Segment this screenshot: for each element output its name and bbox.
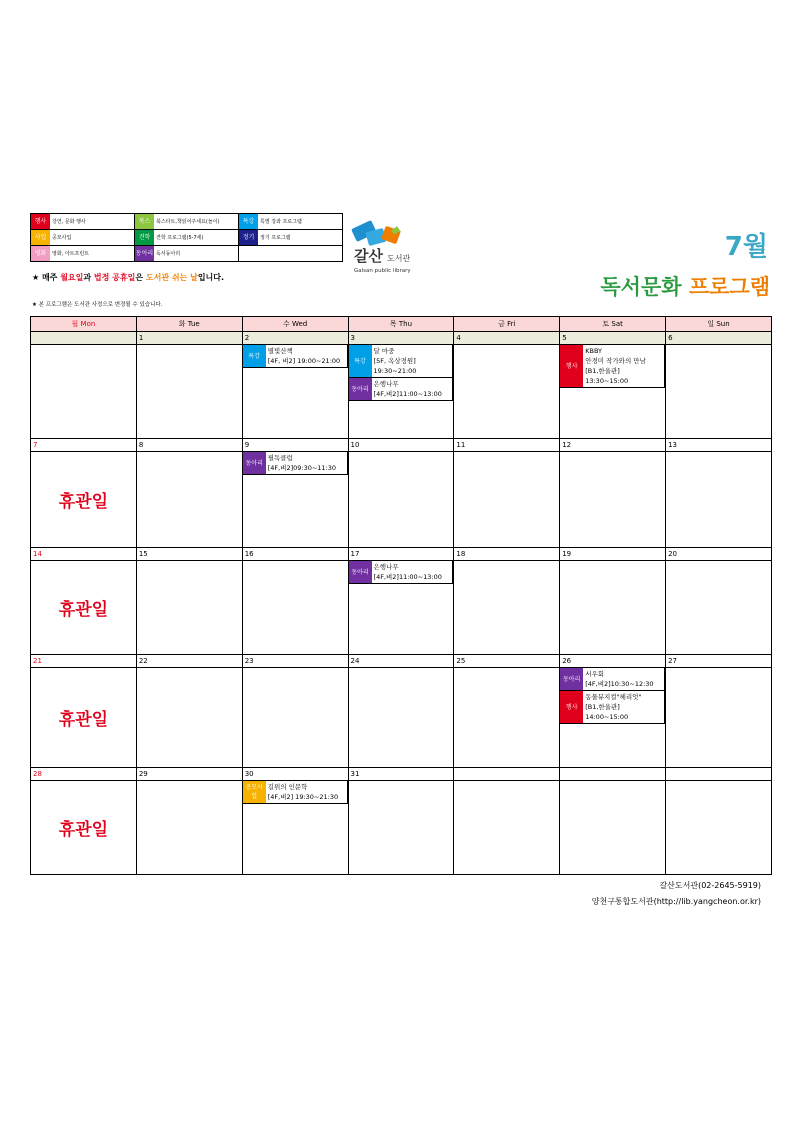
- day-cell: [31, 561, 137, 655]
- day-cell: [31, 345, 137, 439]
- event-info: [583, 691, 643, 723]
- week-body-row: [31, 561, 772, 655]
- event-info: [266, 781, 340, 803]
- day-cell: [348, 452, 454, 548]
- legend-tag: [239, 246, 258, 261]
- legend-item: [31, 230, 134, 245]
- legend-item: [31, 214, 134, 229]
- day-cell: [242, 452, 348, 548]
- day-cell: [560, 345, 666, 439]
- week-body-row: [31, 452, 772, 548]
- date-number: 3: [348, 332, 454, 345]
- notice-highlight: 월요일: [60, 273, 84, 282]
- legend-cell: [239, 214, 343, 230]
- day-header: 일 Sun: [666, 317, 772, 332]
- day-cell: [560, 668, 666, 768]
- notice-highlight: 도서관 쉬는 날: [145, 273, 198, 282]
- legend-tag: 특강: [239, 214, 258, 229]
- date-number: 24: [348, 654, 454, 667]
- legend-cell: [135, 246, 239, 262]
- notice-text: 입니다.: [197, 273, 225, 282]
- event-line: 14:00~15:00: [585, 713, 629, 722]
- date-number: 1: [136, 332, 242, 345]
- date-number: 25: [454, 654, 560, 667]
- legend-cell: [135, 230, 239, 246]
- day-cell: [348, 781, 454, 875]
- legend-tag: 사업: [31, 230, 50, 245]
- legend-item: [135, 246, 238, 261]
- date-number: 20: [666, 547, 772, 560]
- date-number: 4: [454, 332, 560, 345]
- event-info: [583, 345, 648, 387]
- event-line: 은행나무: [373, 563, 399, 572]
- legend-cell: [31, 230, 135, 246]
- date-number: 27: [666, 654, 772, 667]
- event-tag: 행사: [560, 691, 583, 723]
- event-tag: 특강: [349, 345, 372, 377]
- event-item[interactable]: [349, 561, 454, 584]
- day-header: 금 Fri: [454, 317, 560, 332]
- event-line: 필독클럽: [267, 454, 293, 463]
- event-line: [5F, 옥상정원]: [373, 357, 416, 366]
- week-number-row: [31, 332, 772, 345]
- legend-item: [239, 214, 342, 229]
- event-tag: 동아리: [243, 452, 266, 474]
- day-header: 수 Wed: [242, 317, 348, 332]
- day-cell: [348, 668, 454, 768]
- week-body-row: [31, 668, 772, 768]
- date-number: 12: [560, 438, 666, 451]
- holiday-label: 휴관일: [58, 820, 109, 841]
- legend-label: 특별 강좌 프로그램: [260, 219, 302, 225]
- event-tag: 동아리: [560, 668, 583, 690]
- legend-table: [30, 213, 343, 262]
- page-title: [600, 271, 770, 301]
- event-info: [372, 345, 419, 377]
- week-body-row: [31, 781, 772, 875]
- day-cell: [348, 561, 454, 655]
- holiday-label: 휴관일: [58, 709, 109, 730]
- legend-cell: [239, 246, 343, 262]
- event-item[interactable]: [560, 691, 665, 724]
- legend-label: 영화, 아트프런트: [52, 251, 89, 257]
- day-header: 화 Tue: [136, 317, 242, 332]
- event-tag: 특강: [243, 345, 266, 367]
- day-cell: [454, 345, 560, 439]
- week-body-row: [31, 345, 772, 439]
- day-header: 월 Mon: [31, 317, 137, 332]
- event-item[interactable]: [243, 345, 348, 368]
- event-line: [4F,벼2]11:00~13:00: [373, 390, 442, 399]
- event-line: 동물뮤지컬"헤리엇": [585, 693, 642, 702]
- day-cell: [242, 561, 348, 655]
- date-number: 22: [136, 654, 242, 667]
- holiday-label: 휴관일: [58, 599, 109, 620]
- day-cell: [560, 452, 666, 548]
- event-info: [372, 561, 444, 583]
- legend-tag: 영화: [31, 246, 50, 261]
- event-item[interactable]: [560, 668, 665, 691]
- legend-row: [31, 246, 343, 262]
- event-line: [4F,벼2]09:30~11:30: [267, 464, 337, 473]
- week-number-row: [31, 547, 772, 560]
- event-tag: 동아리: [349, 561, 372, 583]
- day-cell: [31, 668, 137, 768]
- title-part1: 독서문화: [600, 275, 689, 299]
- closed-days-notice: [32, 272, 224, 283]
- event-line: [B1,한울관]: [585, 367, 620, 376]
- event-item[interactable]: [243, 452, 348, 475]
- legend-tag: 동아리: [135, 246, 154, 261]
- notice-text: 은: [135, 273, 146, 282]
- date-number: 7: [31, 438, 137, 451]
- day-cell: [242, 781, 348, 875]
- notice-text: 과: [83, 273, 94, 282]
- legend-row: [31, 214, 343, 230]
- title-part2: 프로그램: [688, 275, 770, 299]
- day-cell: [666, 668, 772, 768]
- event-line: [B1,한울관]: [585, 703, 620, 712]
- event-line: [4F,벼2]10:30~12:30: [585, 680, 654, 689]
- event-item[interactable]: [243, 781, 348, 804]
- day-cell: [31, 452, 137, 548]
- day-cell: [560, 781, 666, 875]
- date-number: 16: [242, 547, 348, 560]
- day-cell: [454, 561, 560, 655]
- logo-name: 갈산: [354, 247, 383, 265]
- legend-cell: [31, 214, 135, 230]
- event-item[interactable]: [349, 345, 454, 378]
- day-cell: [454, 781, 560, 875]
- day-header: 목 Thu: [348, 317, 454, 332]
- legend-item: [135, 230, 238, 245]
- legend-cell: [31, 246, 135, 262]
- legend-cell: [135, 214, 239, 230]
- notice-highlight: 법정 공휴일: [93, 273, 136, 282]
- date-number: 28: [31, 767, 137, 780]
- event-line: 19:30~21:00: [373, 367, 417, 376]
- legend-tag: 북스: [135, 214, 154, 229]
- month-label: 7월: [724, 232, 768, 262]
- event-line: [4F,벼2]11:00~13:00: [373, 573, 442, 582]
- legend-label: 견학 프로그램(5-7세): [156, 235, 204, 241]
- event-line: [4F,벼2] 19:30~21:30: [267, 793, 339, 802]
- day-cell: [666, 452, 772, 548]
- day-cell: [666, 345, 772, 439]
- date-number: 30: [242, 767, 348, 780]
- day-cell: [242, 345, 348, 439]
- date-number: 10: [348, 438, 454, 451]
- date-number: 6: [666, 332, 772, 345]
- event-line: [4F, 벼2] 19:00~21:00: [267, 357, 341, 366]
- change-notice: ★ 본 프로그램은 도서관 사정으로 변경될 수 있습니다.: [32, 302, 163, 308]
- week-number-row: [31, 767, 772, 780]
- legend-item: [31, 246, 134, 261]
- logo-sub: 도서관: [387, 254, 411, 263]
- day-cell: [136, 452, 242, 548]
- day-cell: [348, 345, 454, 439]
- event-line: 서우회: [585, 670, 605, 679]
- legend-tag: 정기: [239, 230, 258, 245]
- day-cell: [31, 781, 137, 875]
- date-number: [560, 767, 666, 780]
- legend-cell: [239, 230, 343, 246]
- day-cell: [454, 452, 560, 548]
- legend-tag: 행사: [31, 214, 50, 229]
- date-number: 21: [31, 654, 137, 667]
- legend-label: 북스타트,책읽어주세요(놀이): [156, 219, 220, 225]
- date-number: 15: [136, 547, 242, 560]
- event-line: 별빛산책: [267, 347, 293, 356]
- event-info: [266, 345, 342, 367]
- legend-item: [135, 214, 238, 229]
- date-number: [31, 332, 137, 345]
- legend-label: 공모사업: [52, 235, 72, 241]
- date-number: 31: [348, 767, 454, 780]
- legend-label: 정기 프로그램: [260, 235, 291, 241]
- date-number: 11: [454, 438, 560, 451]
- date-number: [666, 767, 772, 780]
- date-number: 23: [242, 654, 348, 667]
- event-line: 길위의 인문학: [267, 783, 308, 792]
- event-info: [266, 452, 338, 474]
- day-cell: [136, 781, 242, 875]
- event-line: 은행나무: [373, 380, 399, 389]
- event-line: 달 마중: [373, 347, 395, 356]
- library-website: 양천구통합도서관(http://lib.yangcheon.or.kr): [591, 897, 761, 906]
- date-number: 14: [31, 547, 137, 560]
- event-tag: 공모사업: [243, 781, 266, 803]
- date-number: 18: [454, 547, 560, 560]
- date-number: 2: [242, 332, 348, 345]
- day-cell: [242, 668, 348, 768]
- date-number: [454, 767, 560, 780]
- event-item[interactable]: [560, 345, 665, 388]
- day-cell: [454, 668, 560, 768]
- date-number: 17: [348, 547, 454, 560]
- date-number: 13: [666, 438, 772, 451]
- legend-row: [31, 230, 343, 246]
- event-line: 13:30~15:00: [585, 377, 629, 386]
- holiday-label: 휴관일: [58, 492, 109, 513]
- event-line: KBBY: [585, 347, 603, 356]
- event-line: 안경미 작가와의 만남: [585, 357, 646, 366]
- star-icon: ★: [32, 273, 40, 282]
- day-cell: [136, 345, 242, 439]
- date-number: 19: [560, 547, 666, 560]
- event-item[interactable]: [349, 378, 454, 401]
- event-tag: 행사: [560, 345, 583, 387]
- calendar-table: [30, 316, 772, 875]
- date-number: 29: [136, 767, 242, 780]
- date-number: 26: [560, 654, 666, 667]
- legend-tag: 견학: [135, 230, 154, 245]
- day-cell: [136, 561, 242, 655]
- day-cell: [666, 561, 772, 655]
- event-info: [372, 378, 444, 400]
- logo-en: Galsan public library: [354, 268, 411, 274]
- day-cell: [136, 668, 242, 768]
- date-number: 5: [560, 332, 666, 345]
- notice-text: 매주: [39, 273, 61, 282]
- date-number: 8: [136, 438, 242, 451]
- library-contact: 갈산도서관(02-2645-5919): [659, 881, 761, 890]
- date-number: 9: [242, 438, 348, 451]
- legend-item: [239, 246, 342, 261]
- event-tag: 동아리: [349, 378, 372, 400]
- day-cell: [666, 781, 772, 875]
- legend-label: 강연, 문화 행사: [52, 219, 86, 225]
- week-number-row: [31, 654, 772, 667]
- legend-label: 독서동아리: [156, 251, 181, 257]
- day-cell: [560, 561, 666, 655]
- event-info: [583, 668, 655, 690]
- legend-item: [239, 230, 342, 245]
- week-number-row: [31, 438, 772, 451]
- day-header: 토 Sat: [560, 317, 666, 332]
- library-logo: [347, 218, 417, 276]
